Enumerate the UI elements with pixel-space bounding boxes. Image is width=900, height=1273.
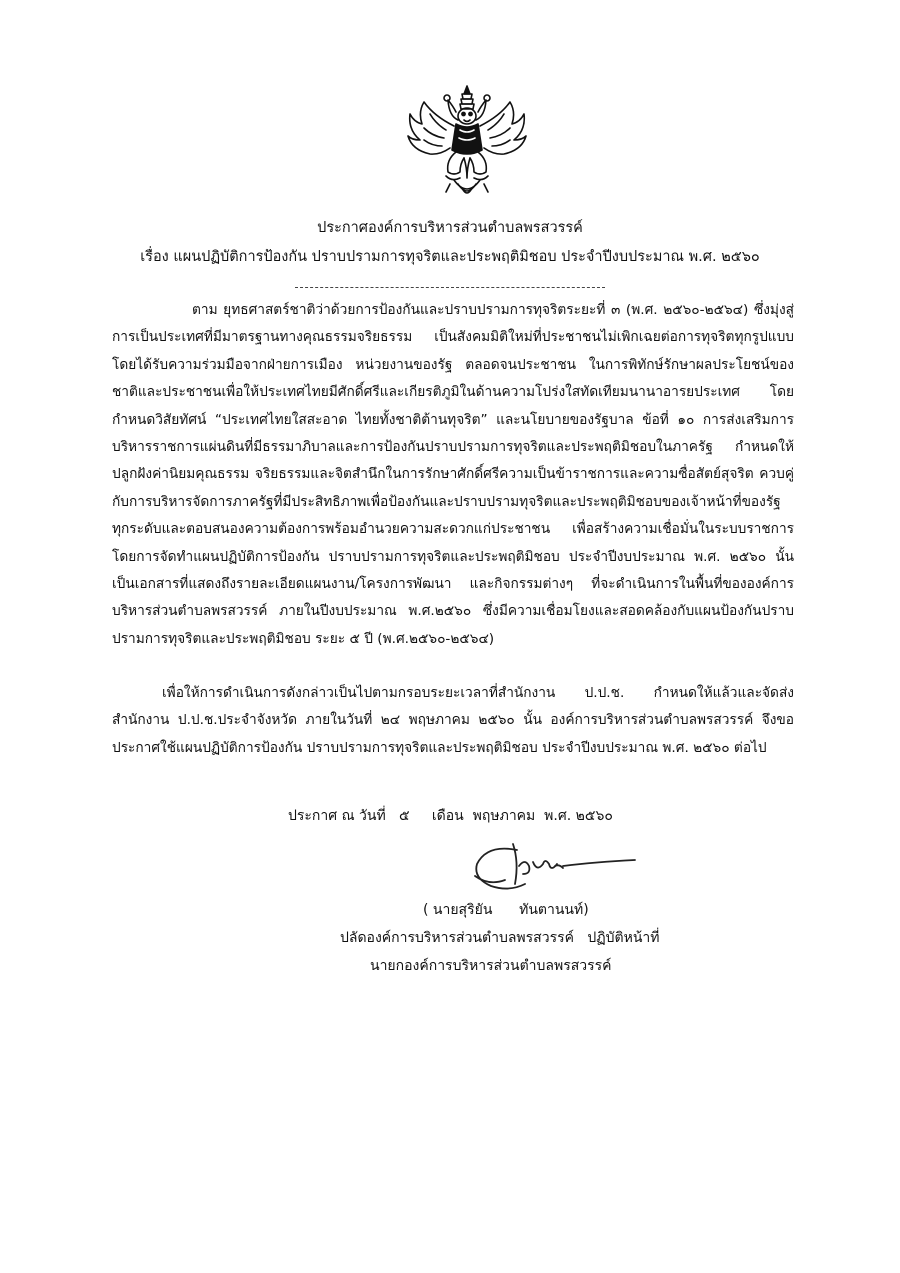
announcement-date: ประกาศ ณ วันที่ ๕ เดือน พฤษภาคม พ.ศ. ๒๕๖๐ bbox=[288, 808, 613, 824]
body-paragraph-2: เพื่อให้การดำเนินการดังกล่าวเป็นไปตามกรอบระยะเวลาที่สำนักงาน ป.ป.ช. กำหนดให้แล้วและจัดส่งสำนักงาน ป.ป.ช.ประจำจังหวัด ภายในวันที่ ๒๔ พฤษภาคม ๒๕๖๐ นั้น องค์การบริหารส่วนตำบลพรสวรรค์ จึงขอประกาศใช้แผนปฏิบัติการป้องกัน ปราบปรามการทุจริตและประพฤติมิชอบ ประจำปีงบประมาณ พ.ศ. ๒๕๖๐ ต่อไป bbox=[112, 685, 794, 756]
signer-acting-position: นายกองค์การบริหารส่วนตำบลพรสวรรค์ bbox=[370, 958, 612, 974]
handwritten-signature-icon bbox=[455, 836, 640, 904]
garuda-emblem-icon bbox=[406, 84, 528, 206]
body-paragraph-1: ตาม ยุทธศาสตร์ชาติว่าด้วยการป้องกันและปราบปรามการทุจริตระยะที่ ๓ (พ.ศ. ๒๕๖๐-๒๕๖๔) ซึ่งมุ่งสู่การเป็นประเทศที่มีมาตรฐานทางคุณธรรมจริยธรรม เป็นสังคมมิติใหม่ที่ประชาชนไม่เพิกเฉยต่อการทุจริตทุกรูปแบบ โดยได้รับความร่วมมือจากฝ่ายการเมือง หน่วยงานของรัฐ ตลอดจนประชาชน ในการพิทักษ์รักษาผลประโยชน์ของชาติและประชาชนเพื่อให้ประเทศไทยมีศักดิ์ศรีและเกียรติภูมิในด้านความโปร่งใสทัดเทียมนานาอารยประเทศ โดยกำหนดวิสัยทัศน์ “ประเทศไทยใสสะอาด ไทยทั้งชาติต้านทุจริต” และนโยบายของรัฐบาล ข้อที่ ๑๐ การส่งเสริมการบริหารราชการแผ่นดินที่มีธรรมาภิบาลและการป้องกันปราบปรามการทุจริตและประพฤติมิชอบในภาครัฐ กำหนดให้ปลูกฝังค่านิยมคุณธรรม จริยธรรมและจิตสำนึกในการรักษาศักดิ์ศรีความเป็นข้าราชการและความซื่อสัตย์สุจริต ควบคู่กับการบริหารจัดการภาครัฐที่มีประสิทธิภาพเพื่อป้องกันและปราบปรามทุจริตและประพฤติมิชอบของเจ้าหน้าที่ของรัฐทุกระดับและตอบสนองความต้องการพร้อมอำนวยความสะดวกแก่ประชาชน เพื่อสร้างความเชื่อมั่นในระบบราชการ โดยการจัดทำแผนปฏิบัติการป้องกัน ปราบปรามการทุจริตและประพฤติมิชอบ ประจำปีงบประมาณ พ.ศ. ๒๕๖๐ นั้น เป็นเอกสารที่แสดงถึงรายละเอียดแผนงาน/โครงการพัฒนา และกิจกรรมต่างๆ ที่จะดำเนินการในพื้นที่ขององค์การบริหารส่วนตำบลพรสวรรค์ ภายในปีงบประมาณ พ.ศ.๒๕๖๐ ซึ่งมีความเชื่อมโยงและสอดคล้องกับแผนป้องกันปราบปรามการทุจริตและประพฤติมิชอบ ระยะ ๕ ปี (พ.ศ.๒๕๖๐-๒๕๖๔) bbox=[112, 302, 794, 647]
announcement-subject: เรื่อง แผนปฏิบัติการป้องกัน ปราบปรามการทุจริตและประพฤติมิชอบ ประจำปีงบประมาณ พ.ศ. ๒๕๖๐ bbox=[140, 249, 760, 265]
signer-name: ( นายสุริยัน ทันตานนท์) bbox=[423, 902, 589, 918]
signer-position: ปลัดองค์การบริหารส่วนตำบลพรสวรรค์ ปฏิบัติหน้าที่ bbox=[340, 930, 660, 946]
title-divider bbox=[295, 287, 605, 288]
announcement-title: ประกาศองค์การบริหารส่วนตำบลพรสวรรค์ bbox=[317, 220, 583, 236]
